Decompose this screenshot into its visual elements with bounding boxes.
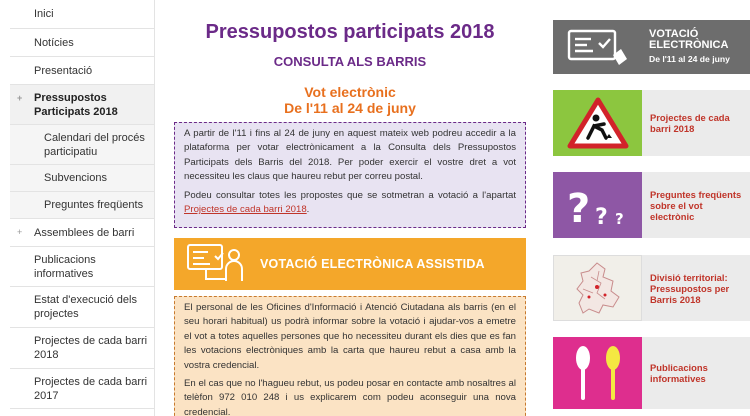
svg-text:?: ? (566, 186, 590, 230)
electronic-vote-info-box (174, 122, 526, 228)
sidebar-item-preguntes-frequents[interactable] (10, 192, 154, 219)
territorial-division-card-label: Divisió territorial: Pressupostos per Barris 2018 (650, 271, 730, 305)
sidebar-item-label: Projectes de cada barri 2017 (34, 375, 148, 402)
projects-card-label: Projectes de cada barri 2018 (650, 112, 730, 134)
sidebar-item-label: Pressupostos Participats 2018 (34, 91, 118, 118)
publications-card-label: Publicacions informatives (650, 362, 708, 384)
publications-card[interactable] (553, 337, 750, 409)
voting-terminal-icon (174, 238, 260, 290)
district-map-icon (553, 255, 642, 321)
faq-card-label: Preguntes freqüents sobre el vot electrònic (650, 188, 742, 222)
faq-card[interactable] (553, 172, 750, 238)
sidebar-item-noticies[interactable] (10, 29, 154, 57)
question-marks-icon (553, 172, 642, 238)
svg-text:?: ? (614, 210, 624, 228)
expand-plus-icon[interactable]: + (17, 227, 23, 237)
ballot-screen-icon (553, 20, 643, 74)
page-subtitle: CONSULTA ALS BARRIS (273, 54, 427, 69)
sidebar-item-label: Inici (34, 8, 54, 20)
projects-card[interactable] (553, 90, 750, 156)
sidebar-item-projectes-de-cada-barri-2018[interactable] (10, 328, 154, 369)
sidebar-item-presentacio[interactable] (10, 57, 154, 85)
sidebar-item-label: Publicacions informatives (34, 253, 96, 280)
info-paragraph: A partir de l'11 i fins al 24 de juny en aquest mateix web podreu accedir a la plataforma per votar electrònicament a la Consulta dels Pressupostos Participats dels Barris del 2018. Per poder exercir el vostre dret a vot necessiteu les claus que haureu rebut per correu postal. (184, 128, 516, 183)
sidebar-item-estat-d-execucio-dels-projectes[interactable] (10, 287, 154, 328)
expand-plus-icon[interactable]: + (17, 93, 23, 103)
sidebar-item-label: Presentació (34, 64, 93, 77)
road-work-sign-icon (553, 90, 642, 156)
sidebar-item-inici[interactable] (10, 0, 154, 29)
assisted-vote-info-box (174, 296, 526, 416)
sidebar-nav (10, 0, 155, 416)
info-paragraph: En el cas que no l'hagueu rebut, us podeu posar en contacte amb nosaltres al telèfon 972 010 248 i us explicarem com podeu aconseguir una nova credencial. (184, 378, 516, 416)
sidebar-item-label: Estat d'execució dels projectes (34, 294, 137, 320)
vote-heading (174, 84, 526, 116)
info-paragraph (184, 189, 516, 218)
assisted-vote-banner (174, 238, 526, 290)
vote-heading-line2: De l'11 al 24 de juny (284, 100, 416, 116)
card-dates: De l'11 al 24 de juny (649, 53, 730, 64)
projects-link[interactable]: Projectes de cada barri 2018 (184, 204, 307, 216)
sidebar-item-subvencions[interactable] (10, 165, 154, 192)
sidebar-item-label: Notícies (34, 36, 74, 49)
card-title-line: ELECTRÒNICA (649, 39, 729, 52)
spoons-icon (553, 337, 642, 409)
electronic-vote-card[interactable] (553, 20, 750, 74)
info-paragraph: El personal de les Oficines d'Informació i Atenció Ciutadana als barris (en el seu horari habitual) us podrà informar sobre la votació i ajudar-vos a emetre el vot a totes aquelles persones que ho necessiteu durant els dies que es fan les votacions electròniques amb la carta que haureu rebut a casa amb la vostra credencial. (184, 302, 516, 371)
sidebar-item-pressupostos-participats-2018[interactable] (10, 85, 154, 125)
sidebar-item-calendari-del-proces-participatiu[interactable] (10, 125, 154, 165)
territorial-division-card[interactable] (553, 255, 750, 321)
sidebar-item-label: Assemblees de barri (34, 226, 135, 239)
sidebar-item-assemblees-de-barri[interactable] (10, 219, 154, 247)
sidebar-item-label: Projectes de cada barri 2018 (34, 335, 148, 361)
vote-heading-line1: Vot electrònic (304, 84, 396, 100)
card-title-line: VOTACIÓ (649, 27, 699, 40)
page-title: Pressupostos participats 2018 (205, 21, 495, 43)
assisted-vote-label: VOTACIÓ ELECTRÒNICA ASSISTIDA (260, 257, 485, 271)
info-text: . (306, 204, 310, 216)
sidebar-item-label: Preguntes freqüents (44, 199, 144, 211)
electronic-vote-card-text (643, 29, 734, 66)
info-text: Podeu consultar totes les propostes que se sotmetran a votació a l'apartat (184, 189, 516, 201)
svg-text:?: ? (594, 205, 608, 230)
sidebar-item-label: Subvencions (44, 172, 107, 184)
sidebar-item-publicacions-informatives[interactable] (10, 247, 154, 287)
sidebar-item-projectes-de-cada-barri-2017[interactable] (10, 369, 154, 409)
sidebar-item-label: Calendari del procés participatiu (44, 131, 145, 158)
